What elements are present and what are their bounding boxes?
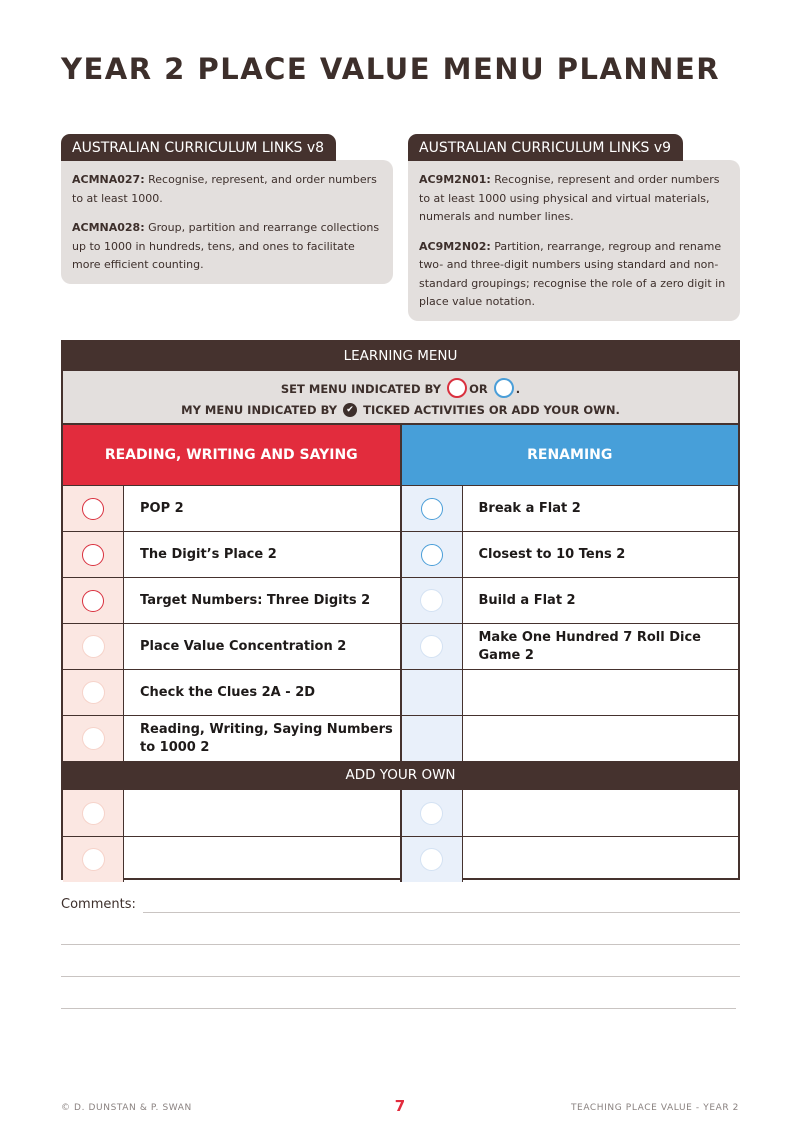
activity-label: Break a Flat 2 <box>478 500 581 516</box>
table-row <box>63 531 738 577</box>
learning-menu-table <box>61 340 740 880</box>
activity-label: POP 2 <box>140 500 184 516</box>
blue-circle-icon[interactable] <box>421 498 443 520</box>
activity-label: Target Numbers: Three Digits 2 <box>140 592 371 608</box>
activity-label: Reading, Writing, Saying Numbers to 1000 2 <box>140 721 393 755</box>
curriculum-item: AC9M2N02: Partition, rearrange, regroup and rename two- and three-digit numbers using standard and non-standard groupings; recognise the role of a zero digit in place value notation. <box>419 239 726 308</box>
checkbox-circle-icon[interactable] <box>83 636 104 657</box>
checkbox-circle-icon[interactable] <box>83 803 104 824</box>
curriculum-v8-box <box>61 160 393 284</box>
add-your-own-header: ADD YOUR OWN <box>63 761 738 790</box>
checkbox-circle-icon[interactable] <box>421 590 442 611</box>
comment-line[interactable] <box>143 912 740 913</box>
comment-line[interactable] <box>61 976 740 977</box>
activity-label: Closest to 10 Tens 2 <box>478 546 626 562</box>
curriculum-item: ACMNA028: Group, partition and rearrange collections up to 1000 in hundreds, tens, and ones to facilitate more efficient counting. <box>72 221 380 271</box>
checkbox-circle-icon[interactable] <box>421 803 442 824</box>
activity-label: Place Value Concentration 2 <box>140 638 347 654</box>
curriculum-item: AC9M2N01: Recognise, represent and order numbers to at least 1000 using physical and virtual materials, numerals and number lines. <box>419 173 720 223</box>
table-row <box>63 836 738 882</box>
page-title: YEAR 2 PLACE VALUE MENU PLANNER <box>61 52 721 86</box>
table-row <box>63 577 738 623</box>
activity-label: The Digit’s Place 2 <box>140 546 277 562</box>
comment-line[interactable] <box>61 1008 736 1009</box>
checkbox-circle-icon[interactable] <box>83 728 104 749</box>
checkbox-circle-icon[interactable] <box>421 849 442 870</box>
curriculum-v9-tab: AUSTRALIAN CURRICULUM LINKS v9 <box>408 134 683 161</box>
add-own-field[interactable] <box>124 837 400 882</box>
page-number: 7 <box>394 1097 406 1115</box>
table-row <box>63 485 738 531</box>
checkbox-circle-icon[interactable] <box>421 636 442 657</box>
curriculum-item: ACMNA027: Recognise, represent, and order numbers to at least 1000. <box>72 173 377 205</box>
add-own-field[interactable] <box>124 790 400 836</box>
curriculum-v9-panel <box>408 134 740 321</box>
curriculum-v8-tab: AUSTRALIAN CURRICULUM LINKS v8 <box>61 134 336 161</box>
column-header-reading: READING, WRITING AND SAYING <box>63 425 402 485</box>
table-row <box>63 623 738 669</box>
add-own-field[interactable] <box>463 790 739 836</box>
table-row <box>63 790 738 836</box>
activity-label: Check the Clues 2A - 2D <box>140 684 316 700</box>
blue-circle-icon[interactable] <box>421 544 443 566</box>
add-own-field[interactable] <box>463 837 739 882</box>
activity-label: Build a Flat 2 <box>478 592 576 608</box>
footer-title: TEACHING PLACE VALUE - YEAR 2 <box>570 1103 739 1113</box>
menu-instructions: SET MENU INDICATED BY OR . MY MENU INDICATED BY ✔ TICKED ACTIVITIES OR ADD YOUR OWN. <box>63 371 738 425</box>
tick-icon: ✔ <box>343 403 357 417</box>
menu-column-headers <box>63 425 738 485</box>
activity-label[interactable] <box>463 670 739 715</box>
activity-label[interactable] <box>463 716 739 761</box>
learning-menu-header: LEARNING MENU <box>63 342 738 371</box>
red-circle-icon[interactable] <box>82 590 104 612</box>
checkbox-circle-icon[interactable] <box>83 849 104 870</box>
curriculum-v9-box <box>408 160 740 321</box>
comments-label: Comments: <box>61 897 136 912</box>
red-circle-icon[interactable] <box>82 544 104 566</box>
red-circle-icon[interactable] <box>82 498 104 520</box>
table-row <box>63 669 738 715</box>
blue-circle-icon <box>494 378 514 398</box>
column-header-renaming: RENAMING <box>402 425 739 485</box>
activity-label: Make One Hundred 7 Roll Dice Game 2 <box>478 629 701 663</box>
comment-line[interactable] <box>61 944 740 945</box>
checkbox-circle-icon[interactable] <box>83 682 104 703</box>
red-circle-icon <box>447 378 467 398</box>
table-row <box>63 715 738 761</box>
curriculum-v8-panel <box>61 134 393 284</box>
footer-copyright: © D. DUNSTAN & P. SWAN <box>61 1103 192 1113</box>
